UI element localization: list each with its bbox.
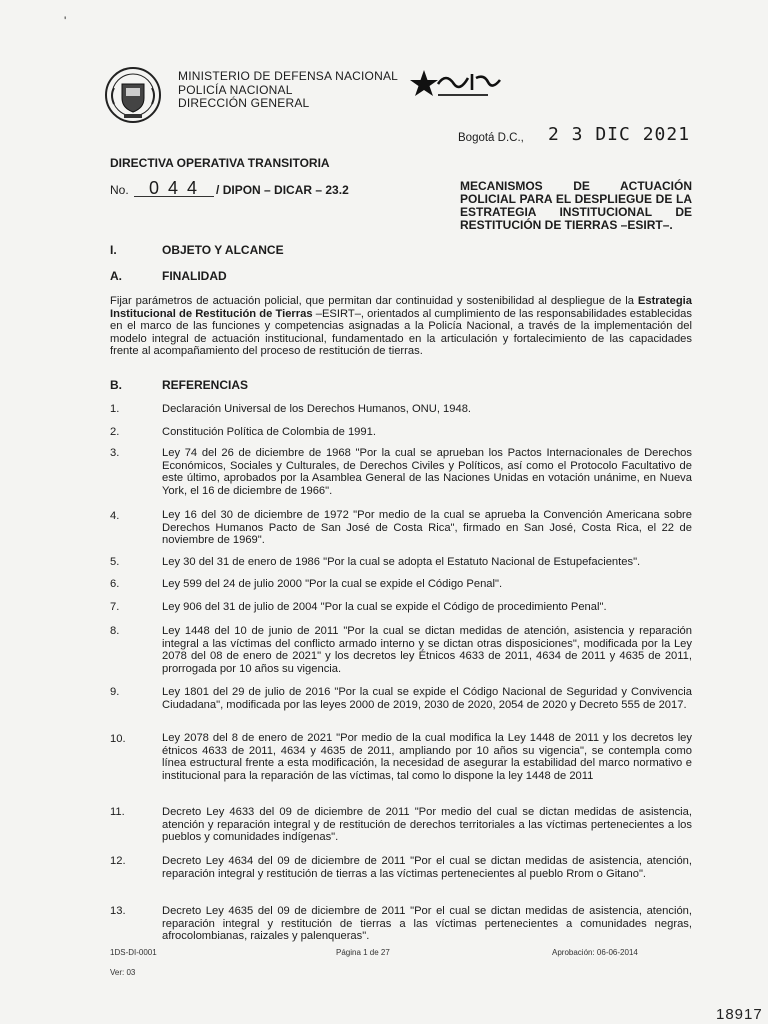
reference-number: 6.	[110, 578, 120, 590]
reference-text: Ley 16 del 30 de diciembre de 1972 "Por medio de la cual se aprueba la Convención Americana sobre Derechos Humanos Pacto de San José de Costa Rica", firmado en San José, Costa Rica, el 22 de noviembre de 1969".	[162, 509, 692, 547]
reference-number: 10.	[110, 733, 126, 745]
reference-number: 8.	[110, 625, 120, 637]
place-label: Bogotá D.C.,	[458, 132, 524, 144]
reference-text: Decreto Ley 4635 del 09 de diciembre de 2011 "Por el cual se dictan medidas de asistencia, atención, reparación integral y restitución de tierras a las víctimas pertenecientes a comunidades negras, afrocolombianas, raizales y palenqueras".	[162, 905, 692, 943]
reference-text: Ley 74 del 26 de diciembre de 1968 "Por la cual se aprueban los Pactos Internacionales de Derechos Económicos, Sociales y Culturales, de Derechos Civiles y Políticos, así como el Protocolo Facultativo de este último, aprobados por la Asamblea General de las Naciones Unidas en votación unánime, en Nueva York, el 16 de diciembre de 1966".	[162, 447, 692, 497]
reference-text: Ley 1801 del 29 de julio de 2016 "Por la cual se expide el Código Nacional de Seguridad y Convivencia Ciudadana", modificada por las leyes 2000 de 2019, 2030 de 2020, 2054 de 2020 y Decreto 555 de 2017.	[162, 686, 692, 711]
reference-number: 1.	[110, 403, 120, 415]
reference-text: Decreto Ley 4634 del 09 de diciembre de 2011 "Por el cual se dictan medidas de asistencia, atención, reparación integral y restitución de tierras a las víctimas pertenecientes al pueblo Rrom o Gitano".	[162, 855, 692, 880]
section-title: OBJETO Y ALCANCE	[162, 243, 284, 257]
section-number: B.	[110, 378, 122, 392]
section-number: I.	[110, 243, 117, 257]
reference-text: Ley 30 del 31 de enero de 1986 "Por la cual se adopta el Estatuto Nacional de Estupefacientes".	[162, 556, 641, 568]
institution-header	[178, 70, 398, 111]
page-indicator: Página 1 de 27	[336, 948, 390, 957]
directive-number-line	[110, 180, 349, 197]
direction-name: DIRECCIÓN GENERAL	[178, 96, 310, 110]
reference-number: 4.	[110, 510, 120, 522]
form-code: 1DS-DI-0001	[110, 948, 157, 957]
reference-number: 7.	[110, 601, 120, 613]
reference-text: Ley 599 del 24 de julio 2000 "Por la cual se expide el Código Penal".	[162, 578, 503, 590]
police-name: POLICÍA NACIONAL	[178, 82, 293, 97]
ministry-name: MINISTERIO DE DEFENSA NACIONAL	[178, 69, 399, 83]
approval-date: Aprobación: 06-06-2014	[552, 948, 638, 957]
reference-number: 11.	[110, 806, 125, 818]
star-logo-icon	[410, 68, 502, 102]
directive-number: 0 4 4	[134, 180, 214, 197]
reference-text: Ley 906 del 31 de julio de 2004 "Por la cual se expide el Código de procedimiento Penal".	[162, 601, 607, 613]
reference-text: Ley 1448 del 10 de junio de 2011 "Por la cual se dictan medidas de atención, asistencia y reparación integral a las víctimas del conflicto armado interno y se dictan otras disposiciones", modificada por la Ley 2078 del 08 de enero de 2021" y los decretos ley Étnicos 4633 de 2011, 4634 de 2011 y 4635 de 2011, prorrogada por 10 años su vigencia.	[162, 625, 692, 675]
reference-number: 3.	[110, 447, 120, 459]
number-label: No.	[110, 183, 129, 197]
reference-number: 9.	[110, 686, 120, 698]
reference-text: Decreto Ley 4633 del 09 de diciembre de 2011 "Por medio del cual se dictan medidas de asistencia, atención y reparación integral y de restitución de derechos territoriales a las víctimas pertenecientes a los pueblos y comunidades indígenas".	[162, 806, 692, 844]
directive-code: / DIPON – DICAR – 23.2	[216, 183, 349, 197]
reference-number: 12.	[110, 855, 126, 867]
reference-text: Constitución Política de Colombia de 1991.	[162, 426, 376, 438]
page-stamp-number: 18917	[716, 1006, 763, 1023]
reference-text: Ley 2078 del 8 de enero de 2021 "Por medio de la cual modifica la Ley 1448 de 2011 y los decretos ley étnicos 4633 de 2011, 4634 y 4635 de 2011, ampliando por 10 años su vigencia", se contempla como línea estructural frente a esta modificación, la necesidad de asegurar la estabilidad del marco normativo e institucional para la reparación de las víctimas, tal como lo dispone la ley 1448 de 2011	[162, 732, 692, 782]
reference-number: 13.	[110, 905, 126, 917]
reference-text: Declaración Universal de los Derechos Humanos, ONU, 1948.	[162, 403, 472, 415]
date-stamp: 2 3 DIC 2021	[548, 124, 691, 145]
section-title: REFERENCIAS	[162, 378, 249, 392]
paragraph-bold-text: Estrategia Institucional de Restitución de Tierras	[110, 295, 692, 320]
corner-mark: '	[64, 14, 67, 28]
reference-number: 2.	[110, 426, 120, 438]
section-title: FINALIDAD	[162, 269, 227, 283]
police-seal-icon	[104, 66, 162, 124]
paragraph-text: Fijar parámetros de actuación policial, que permitan dar continuidad y sostenibilidad al despliegue de la	[110, 295, 638, 307]
directive-title: DIRECTIVA OPERATIVA TRANSITORIA	[110, 156, 330, 170]
directive-subject: MECANISMOS DE ACTUACIÓN POLICIAL PARA EL DESPLIEGUE DE LA ESTRATEGIA INSTITUCIONAL DE RESTITUCIÓN DE TIERRAS –ESIRT–.	[460, 179, 692, 232]
form-version: Ver: 03	[110, 968, 136, 977]
paragraph-text: –ESIRT–, orientados al cumplimiento de las responsabilidades establecidas en el marco de las funciones y competencias asignadas a la Policía Nacional, a través de la implementación del modelo integral de actuación institucional, fundamentado en la articulación y fortalecimiento de las capacidades frente al acompañamiento del proceso de restitución de tierras.	[110, 307, 692, 358]
section-number: A.	[110, 269, 122, 283]
reference-number: 5.	[110, 556, 120, 568]
finalidad-paragraph	[110, 295, 692, 358]
